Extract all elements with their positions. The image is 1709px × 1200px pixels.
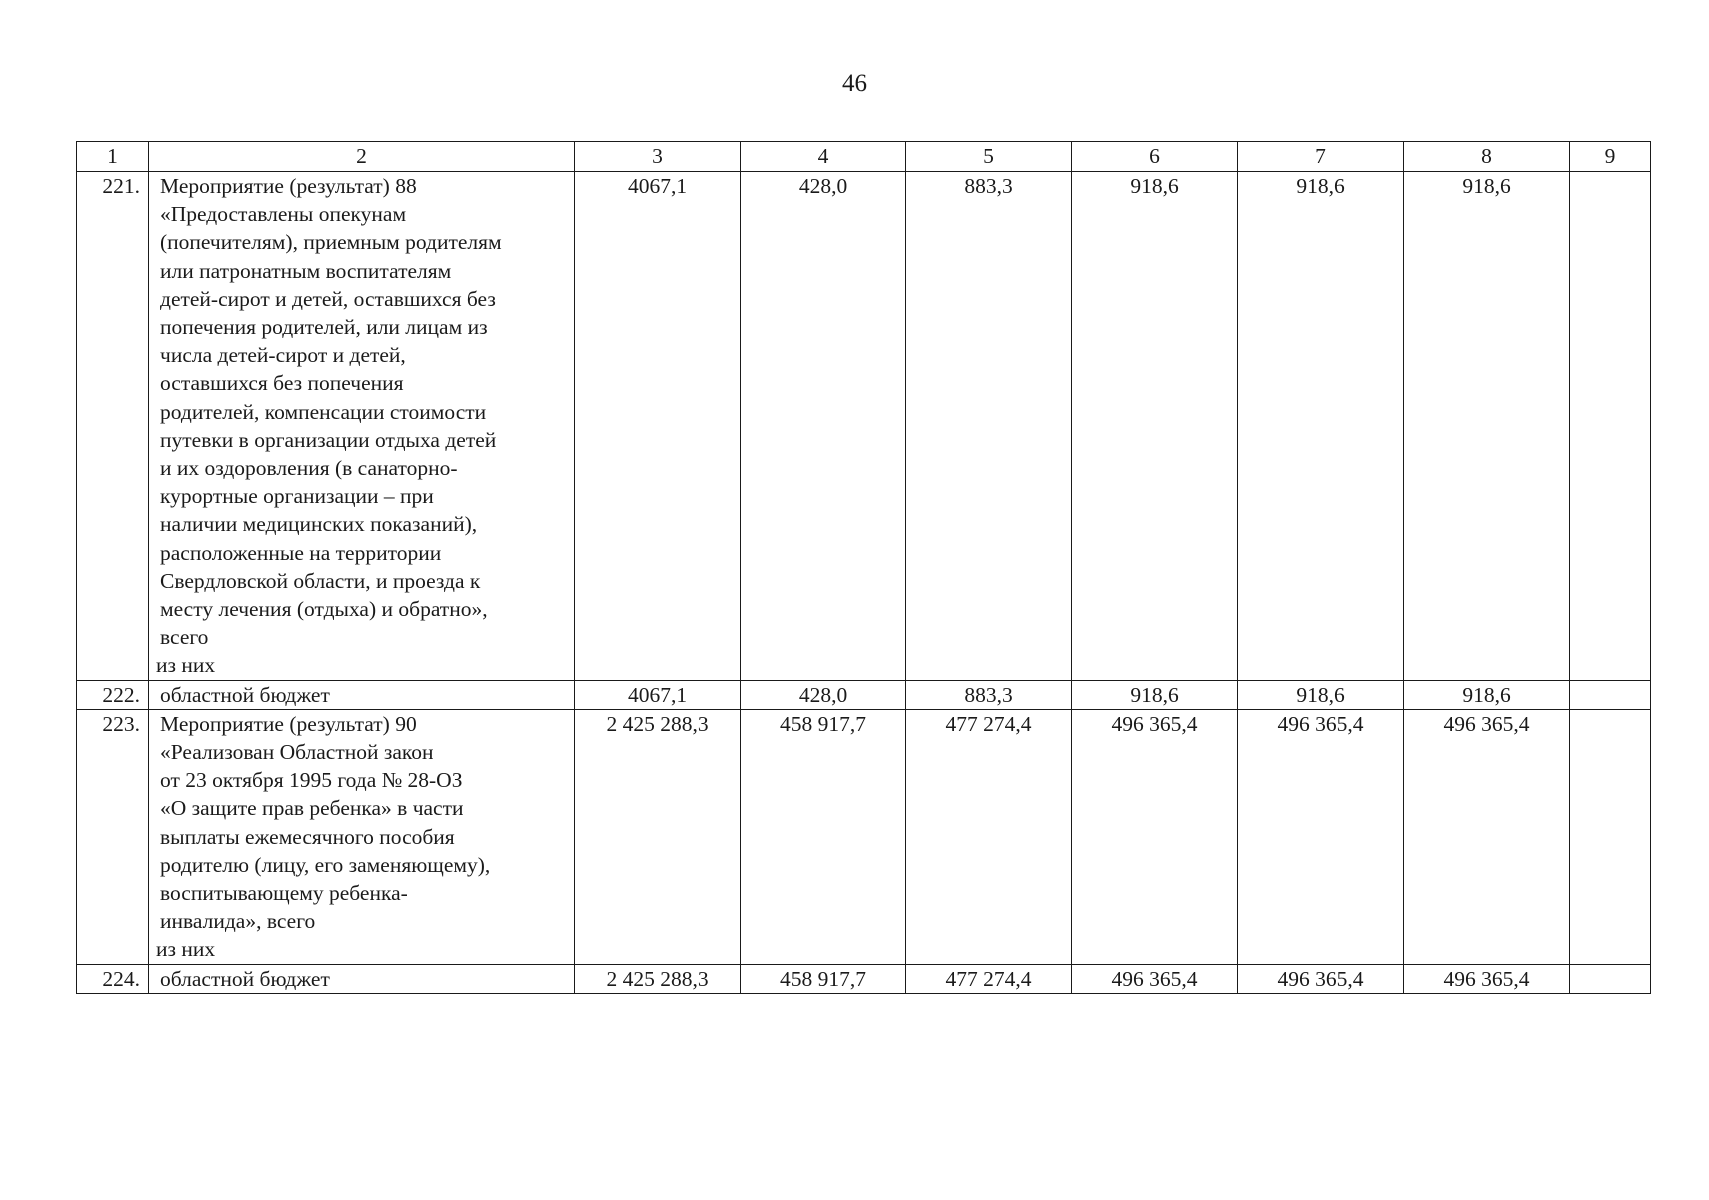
row-number-cell: 223. bbox=[77, 709, 149, 964]
value-cell-col-9 bbox=[1570, 709, 1651, 964]
value-cell-col-8: 918,6 bbox=[1404, 680, 1570, 709]
value-cell-col-7: 918,6 bbox=[1238, 680, 1404, 709]
budget-table bbox=[76, 141, 1651, 994]
row-name-line: «О защите прав ребенка» в части bbox=[160, 796, 464, 821]
row-name-line: выплаты ежемесячного пособия bbox=[160, 824, 455, 849]
value-cell-col-4: 428,0 bbox=[741, 172, 906, 681]
column-number-cell: 1 bbox=[77, 142, 149, 172]
table-row bbox=[77, 964, 1651, 993]
row-name-cell bbox=[149, 709, 575, 964]
value-cell-col-6: 496 365,4 bbox=[1072, 709, 1238, 964]
row-name-line: или патронатным воспитателям bbox=[160, 258, 452, 283]
column-number-cell: 8 bbox=[1404, 142, 1570, 172]
value-cell-col-6: 918,6 bbox=[1072, 172, 1238, 681]
row-name-line: из них bbox=[156, 937, 216, 962]
row-name-cell bbox=[149, 964, 575, 993]
value-cell-col-4: 428,0 bbox=[741, 680, 906, 709]
value-cell-col-4: 458 917,7 bbox=[741, 709, 906, 964]
row-name-line: воспитывающему ребенка- bbox=[160, 881, 408, 906]
row-name-line: от 23 октября 1995 года № 28-ОЗ bbox=[160, 768, 463, 793]
row-name-line: курортные организации – при bbox=[160, 484, 434, 509]
value-cell-col-3: 2 425 288,3 bbox=[575, 709, 741, 964]
value-cell-col-5: 883,3 bbox=[906, 680, 1072, 709]
row-name-line: родителей, компенсации стоимости bbox=[160, 399, 487, 424]
value-cell-col-9 bbox=[1570, 172, 1651, 681]
column-number-cell: 7 bbox=[1238, 142, 1404, 172]
column-number-cell: 4 bbox=[741, 142, 906, 172]
row-name-line: родителю (лицу, его заменяющему), bbox=[160, 852, 491, 877]
value-cell-col-4: 458 917,7 bbox=[741, 964, 906, 993]
value-cell-col-3: 4067,1 bbox=[575, 172, 741, 681]
row-number-cell: 221. bbox=[77, 172, 149, 681]
value-cell-col-3: 4067,1 bbox=[575, 680, 741, 709]
table-row bbox=[77, 709, 1651, 964]
column-number-cell: 2 bbox=[149, 142, 575, 172]
row-name-line: областной бюджет bbox=[160, 682, 330, 707]
page-number: 46 bbox=[842, 70, 867, 97]
row-name-line: «Реализован Областной закон bbox=[160, 740, 434, 765]
table-row bbox=[77, 680, 1651, 709]
column-number-row bbox=[77, 142, 1651, 172]
value-cell-col-9 bbox=[1570, 680, 1651, 709]
row-name-cell bbox=[149, 680, 575, 709]
value-cell-col-6: 496 365,4 bbox=[1072, 964, 1238, 993]
row-name-line: (попечителям), приемным родителям bbox=[160, 230, 502, 255]
table-body bbox=[77, 142, 1651, 994]
row-name-line: числа детей-сирот и детей, bbox=[160, 343, 406, 368]
row-name-line: областной бюджет bbox=[160, 966, 330, 991]
value-cell-col-5: 477 274,4 bbox=[906, 709, 1072, 964]
row-name-line: всего bbox=[160, 625, 209, 650]
column-number-cell: 3 bbox=[575, 142, 741, 172]
row-name-line: Мероприятие (результат) 88 bbox=[160, 174, 417, 198]
row-name-line: попечения родителей, или лицам из bbox=[160, 315, 488, 340]
row-name-line: наличии медицинских показаний), bbox=[160, 512, 478, 537]
value-cell-col-9 bbox=[1570, 964, 1651, 993]
row-number-cell: 222. bbox=[77, 680, 149, 709]
row-name-line: и их оздоровления (в санаторно- bbox=[160, 456, 458, 481]
column-number-cell: 5 bbox=[906, 142, 1072, 172]
row-name-line: путевки в организации отдыха детей bbox=[160, 427, 497, 452]
value-cell-col-8: 918,6 bbox=[1404, 172, 1570, 681]
row-name-line: Мероприятие (результат) 90 bbox=[160, 711, 417, 736]
value-cell-col-6: 918,6 bbox=[1072, 680, 1238, 709]
row-number-cell: 224. bbox=[77, 964, 149, 993]
value-cell-col-5: 883,3 bbox=[906, 172, 1072, 681]
row-name-cell bbox=[149, 172, 575, 681]
row-name-line: «Предоставлены опекунам bbox=[160, 202, 407, 227]
row-name-line: месту лечения (отдыха) и обратно», bbox=[160, 597, 488, 622]
column-number-cell: 9 bbox=[1570, 142, 1651, 172]
row-name-line: из них bbox=[156, 653, 216, 678]
value-cell-col-8: 496 365,4 bbox=[1404, 964, 1570, 993]
table-row bbox=[77, 172, 1651, 681]
value-cell-col-7: 918,6 bbox=[1238, 172, 1404, 681]
value-cell-col-5: 477 274,4 bbox=[906, 964, 1072, 993]
value-cell-col-8: 496 365,4 bbox=[1404, 709, 1570, 964]
value-cell-col-3: 2 425 288,3 bbox=[575, 964, 741, 993]
row-name-line: расположенные на территории bbox=[160, 540, 442, 565]
row-name-line: инвалида», всего bbox=[160, 909, 316, 934]
value-cell-col-7: 496 365,4 bbox=[1238, 709, 1404, 964]
value-cell-col-7: 496 365,4 bbox=[1238, 964, 1404, 993]
column-number-cell: 6 bbox=[1072, 142, 1238, 172]
row-name-line: оставшихся без попечения bbox=[160, 371, 404, 396]
row-name-line: детей-сирот и детей, оставшихся без bbox=[160, 286, 496, 311]
row-name-line: Свердловской области, и проезда к bbox=[160, 568, 481, 593]
